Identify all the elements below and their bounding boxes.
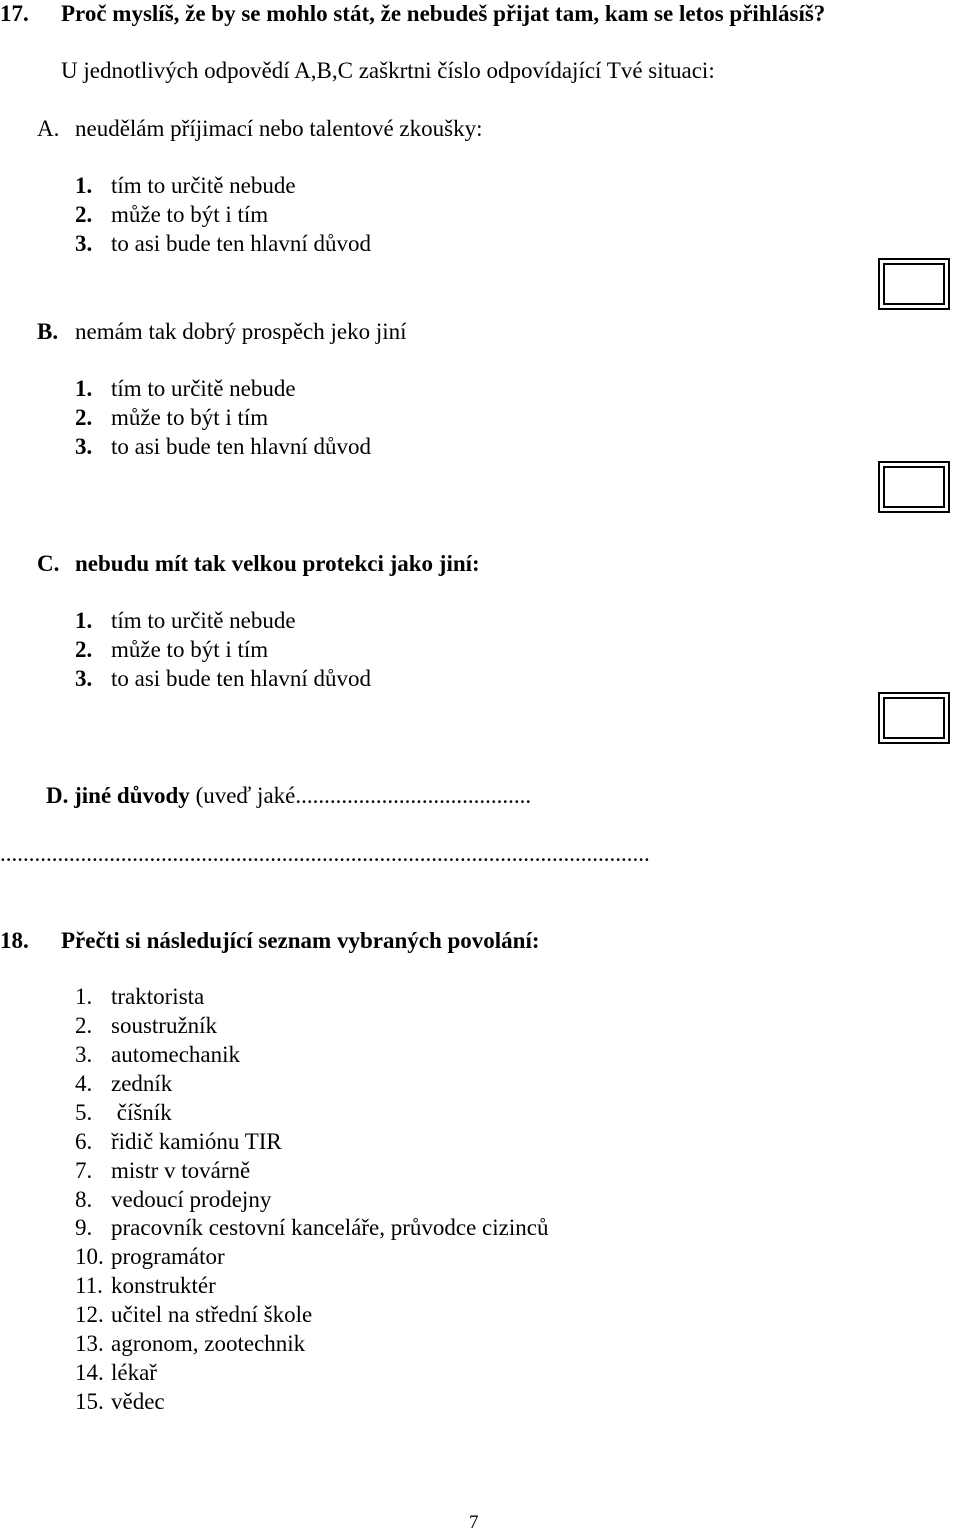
section-c-option-3-text: to asi bude ten hlavní důvod — [111, 666, 371, 691]
occupation-13-text: agronom, zootechnik — [111, 1331, 306, 1356]
page-number: 7 — [469, 1512, 479, 1533]
section-d-letter: D. — [46, 783, 69, 808]
section-a-answer-box[interactable] — [878, 258, 950, 310]
question-18-number: 18. — [0, 928, 29, 953]
section-c-option-2-num: 2. — [75, 637, 93, 662]
occupation-3-num: 3. — [75, 1042, 93, 1067]
occupation-10-text: programátor — [111, 1244, 225, 1269]
occupation-13-num: 13. — [75, 1331, 104, 1356]
section-b-option-1-text: tím to určitě nebude — [111, 376, 296, 401]
section-c-option-1-num: 1. — [75, 608, 93, 633]
section-c-answer-box[interactable] — [878, 692, 950, 744]
occupation-14-text: lékař — [111, 1360, 157, 1385]
section-d-fill-in[interactable]: (uveď jaké......................................... — [195, 783, 532, 808]
section-d-label: jiné důvody — [74, 783, 190, 808]
occupation-3-text: automechanik — [111, 1042, 241, 1067]
section-a-option-2-text: může to být i tím — [111, 202, 269, 227]
occupation-8-text: vedoucí prodejny — [111, 1187, 272, 1212]
section-b-option-2-num: 2. — [75, 405, 93, 430]
question-18-text: Přečti si následující seznam vybraných povolání: — [61, 928, 540, 953]
occupation-4-text: zedník — [111, 1071, 173, 1096]
occupation-15-text: vědec — [111, 1389, 165, 1414]
occupation-6-num: 6. — [75, 1129, 93, 1154]
occupation-5-text: číšník — [111, 1100, 172, 1125]
section-c-option-3-num: 3. — [75, 666, 93, 691]
section-b-answer-box[interactable] — [878, 461, 950, 513]
section-b-option-1-num: 1. — [75, 376, 93, 401]
question-17-text: Proč myslíš, že by se mohlo stát, že nebudeš přijat tam, kam se letos přihlásíš? — [61, 1, 826, 26]
section-a-letter: A. — [37, 116, 60, 141]
section-d-line — [46, 784, 531, 807]
occupation-7-num: 7. — [75, 1158, 93, 1183]
section-a-option-3-text: to asi bude ten hlavní důvod — [111, 231, 371, 256]
section-c-title: nebudu mít tak velkou protekci jako jiní: — [75, 551, 480, 576]
section-b-option-3-num: 3. — [75, 434, 93, 459]
occupation-6-text: řidič kamiónu TIR — [111, 1129, 282, 1154]
section-b-title: nemám tak dobrý prospěch jeko jiní — [75, 319, 407, 344]
occupation-7-text: mistr v továrně — [111, 1158, 251, 1183]
section-b-option-3-text: to asi bude ten hlavní důvod — [111, 434, 371, 459]
section-a-option-2-num: 2. — [75, 202, 93, 227]
section-b-option-2-text: může to být i tím — [111, 405, 269, 430]
occupation-12-num: 12. — [75, 1302, 104, 1327]
occupation-12-text: učitel na střední škole — [111, 1302, 313, 1327]
section-d-continuation-line[interactable]: ................................................................................................................. — [0, 842, 650, 865]
section-a-option-1-text: tím to určitě nebude — [111, 173, 296, 198]
occupation-1-num: 1. — [75, 984, 93, 1009]
occupation-9-num: 9. — [75, 1215, 93, 1240]
occupation-2-num: 2. — [75, 1013, 93, 1038]
occupation-15-num: 15. — [75, 1389, 104, 1414]
section-c-letter: C. — [37, 551, 60, 576]
occupation-4-num: 4. — [75, 1071, 93, 1096]
question-17-instruction: U jednotlivých odpovědí A,B,C zaškrtni číslo odpovídající Tvé situaci: — [61, 58, 715, 83]
occupation-5-num: 5. — [75, 1100, 93, 1125]
occupation-14-num: 14. — [75, 1360, 104, 1385]
section-a-option-1-num: 1. — [75, 173, 93, 198]
section-b-letter: B. — [37, 319, 59, 344]
occupation-11-text: konstruktér — [111, 1273, 216, 1298]
occupation-1-text: traktorista — [111, 984, 205, 1009]
occupation-11-num: 11. — [75, 1273, 103, 1298]
question-17-number: 17. — [0, 1, 29, 26]
occupation-8-num: 8. — [75, 1187, 93, 1212]
section-c-option-2-text: může to být i tím — [111, 637, 269, 662]
section-c-option-1-text: tím to určitě nebude — [111, 608, 296, 633]
section-a-title: neudělám příjimací nebo talentové zkoušky: — [75, 116, 483, 141]
section-a-option-3-num: 3. — [75, 231, 93, 256]
occupation-10-num: 10. — [75, 1244, 104, 1269]
occupation-2-text: soustružník — [111, 1013, 218, 1038]
occupation-9-text: pracovník cestovní kanceláře, průvodce cizinců — [111, 1215, 549, 1240]
